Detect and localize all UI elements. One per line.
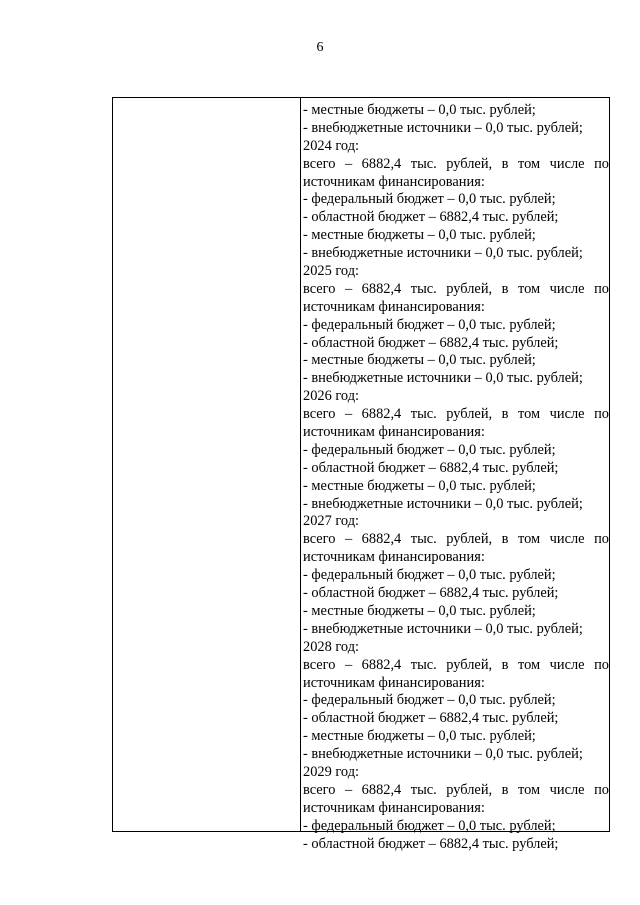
text-line: - внебюджетные источники – 0,0 тыс. рублей; (303, 245, 583, 262)
text-line: - местные бюджеты – 0,0 тыс. рублей; (303, 602, 536, 619)
financing-table (112, 97, 610, 852)
text-line: - областной бюджет – 6882,4 тыс. рублей; (303, 334, 559, 351)
text-line: 2028 год: (303, 638, 360, 655)
text-line: всего – 6882,4 тыс. рублей, в том числе по (303, 781, 609, 798)
text-line: - местные бюджеты – 0,0 тыс. рублей; (303, 352, 536, 369)
text-line: - областной бюджет – 6882,4 тыс. рублей; (303, 585, 559, 602)
text-line: - внебюджетные источники – 0,0 тыс. рублей; (303, 119, 583, 136)
text-line: - областной бюджет – 6882,4 тыс. рублей; (303, 710, 559, 727)
text-line: - местные бюджеты – 0,0 тыс. рублей; (303, 102, 536, 118)
text-line: источникам финансирования: (303, 674, 485, 691)
text-line: источникам финансирования: (303, 799, 485, 816)
column-divider (300, 98, 301, 831)
text-line: 2025 год: (303, 263, 360, 280)
text-line: - местные бюджеты – 0,0 тыс. рублей; (303, 728, 536, 745)
text-line: всего – 6882,4 тыс. рублей, в том числе по (303, 656, 609, 673)
text-line: - федеральный бюджет – 0,0 тыс. рублей; (303, 817, 556, 834)
text-line: всего – 6882,4 тыс. рублей, в том числе по (303, 155, 609, 172)
text-line: всего – 6882,4 тыс. рублей, в том числе по (303, 406, 609, 423)
text-line: - федеральный бюджет – 0,0 тыс. рублей; (303, 441, 556, 458)
text-line: всего – 6882,4 тыс. рублей, в том числе по (303, 531, 609, 548)
text-line: - местные бюджеты – 0,0 тыс. рублей; (303, 227, 536, 244)
text-line: - федеральный бюджет – 0,0 тыс. рублей; (303, 692, 556, 709)
text-line: - областной бюджет – 6882,4 тыс. рублей; (303, 835, 559, 852)
text-line: - внебюджетные источники – 0,0 тыс. рублей; (303, 620, 583, 637)
text-line: 2024 год: (303, 137, 360, 154)
text-line: - местные бюджеты – 0,0 тыс. рублей; (303, 477, 536, 494)
text-line: - внебюджетные источники – 0,0 тыс. рублей; (303, 495, 583, 512)
text-line: 2027 год: (303, 513, 360, 530)
text-line: источникам финансирования: (303, 173, 485, 190)
text-line: - федеральный бюджет – 0,0 тыс. рублей; (303, 567, 556, 584)
text-line: источникам финансирования: (303, 549, 485, 566)
text-line: всего – 6882,4 тыс. рублей, в том числе по (303, 280, 609, 297)
text-line: - областной бюджет – 6882,4 тыс. рублей; (303, 459, 559, 476)
text-line: - федеральный бюджет – 0,0 тыс. рублей; (303, 316, 556, 333)
text-line: - федеральный бюджет – 0,0 тыс. рублей; (303, 191, 556, 208)
text-line: источникам финансирования: (303, 424, 485, 441)
text-line: 2029 год: (303, 763, 360, 780)
page-number: 6 (316, 40, 324, 55)
text-line: - областной бюджет – 6882,4 тыс. рублей; (303, 209, 559, 226)
text-line: 2026 год: (303, 388, 360, 405)
text-line: - внебюджетные источники – 0,0 тыс. рублей; (303, 370, 583, 387)
text-line: - внебюджетные источники – 0,0 тыс. рублей; (303, 746, 583, 763)
financing-details-cell (303, 102, 609, 853)
text-line: источникам финансирования: (303, 298, 485, 315)
